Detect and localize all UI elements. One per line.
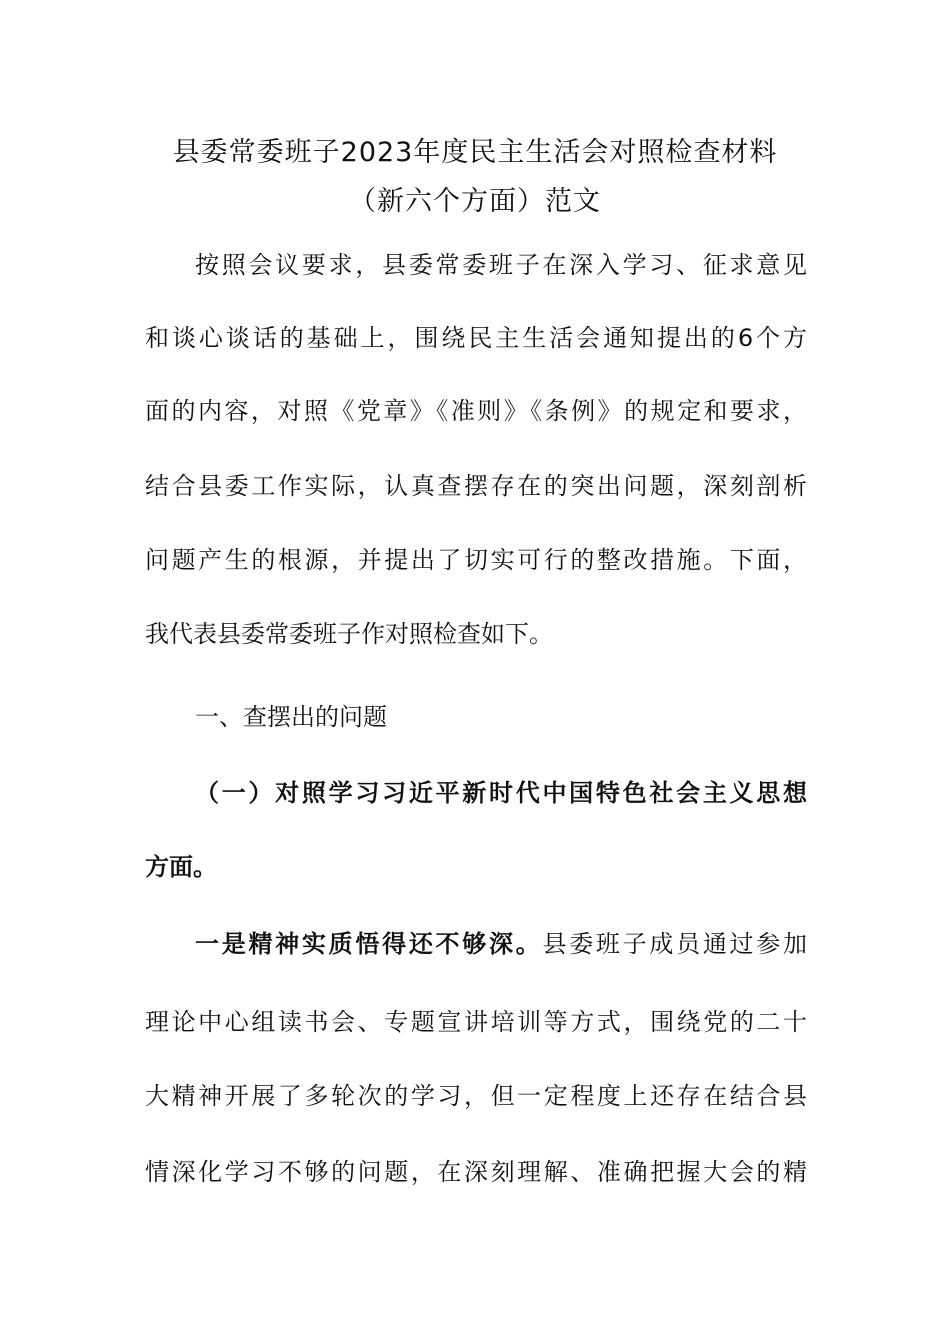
point-paragraph-line: 情深化学习不够的问题，在深刻理解、准确把握大会的精 xyxy=(145,1158,807,1186)
section-heading: 一、查摆出的问题 xyxy=(195,703,387,731)
subsection-heading-line-2: 方面。 xyxy=(145,853,217,881)
document-title-line-2: （新六个方面）范文 xyxy=(349,186,601,217)
point-text: 县委班子成员通过参加 xyxy=(542,930,808,958)
intro-paragraph-line: 我代表县委常委班子作对照检查如下。 xyxy=(145,620,553,648)
point-lead: 一是精神实质悟得还不够深。 xyxy=(195,930,543,958)
point-paragraph-line: 理论中心组读书会、专题宣讲培训等方式，围绕党的二十 xyxy=(145,1008,807,1036)
point-paragraph-line xyxy=(195,927,807,961)
intro-paragraph-line: 结合县委工作实际，认真查摆存在的突出问题，深刻剖析 xyxy=(145,472,807,500)
subsection-heading-line-1: （一）对照学习习近平新时代中国特色社会主义思想 xyxy=(195,779,807,807)
point-paragraph-line: 大精神开展了多轮次的学习，但一定程度上还存在结合县 xyxy=(145,1082,807,1110)
document-title-line-1: 县委常委班子2023年度民主生活会对照检查材料 xyxy=(172,137,778,168)
intro-paragraph-line: 和谈心谈话的基础上，围绕民主生活会通知提出的6个方 xyxy=(145,324,807,352)
intro-paragraph-line: 问题产生的根源，并提出了切实可行的整改措施。下面， xyxy=(145,546,807,574)
intro-paragraph-line: 按照会议要求，县委常委班子在深入学习、征求意见 xyxy=(195,251,807,279)
intro-paragraph-line: 面的内容，对照《党章》《准则》《条例》的规定和要求， xyxy=(145,397,807,425)
